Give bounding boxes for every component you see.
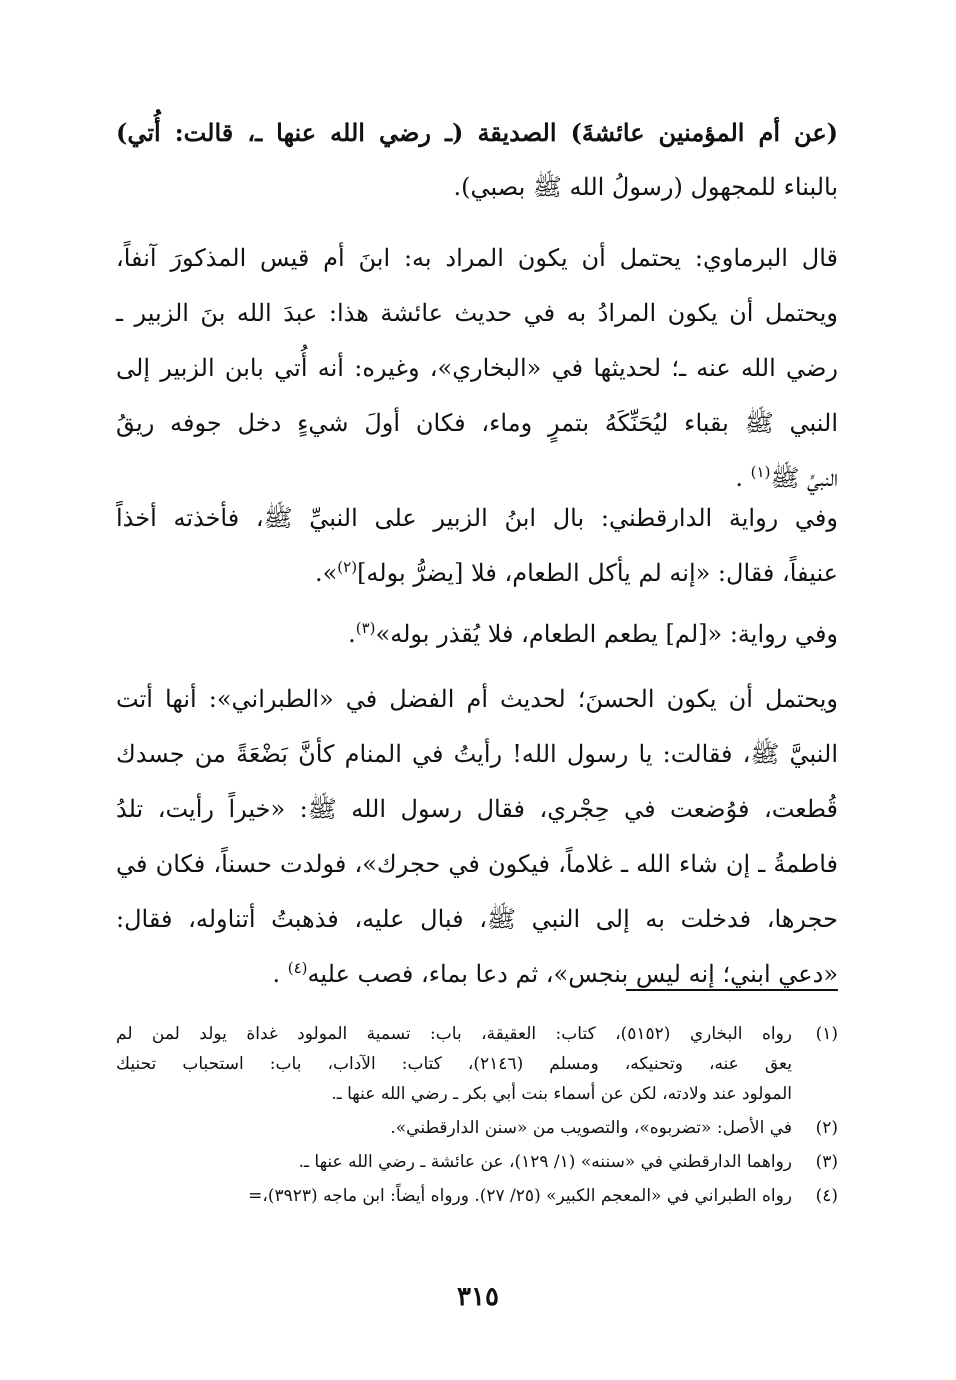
paragraph-1 — [116, 105, 838, 215]
footnote-line: المولود عند ولادته، لكن عن أسماء بنت أبي بكر ـ رضي الله عنها ـ. — [331, 1084, 792, 1104]
footnote-divider — [626, 989, 838, 991]
footnote-line: رواه البخاري (٥١٥٢)، كتاب: العقيقة، باب: تسمية المولود غداة يولد لمن لم — [116, 1024, 792, 1044]
text-line: النبيَّ ﷺ، فقالت: يا رسول الله! رأيتُ في المنام كأنَّ بَضْعَةً من جسدك — [116, 740, 838, 768]
footnote-line: رواه الطبراني في «المعجم الكبير» (٢٥/ ٢٧). ورواه أيضاً: ابن ماجه (٣٩٢٣)،= — [248, 1186, 792, 1206]
footnote-ref: (١) — [750, 463, 771, 481]
footnote-number: (٣) — [815, 1152, 838, 1172]
footnote-ref: (٢) — [337, 558, 358, 576]
footnote-1 — [116, 1019, 838, 1109]
text-segment: . — [735, 464, 744, 492]
footnote-line: رواهما الدارقطني في «سننه» (١/ ١٢٩)، عن عائشة ـ رضي الله عنها ـ. — [298, 1152, 792, 1172]
paragraph-4 — [116, 607, 838, 662]
text-line: فاطمةُ ـ إن شاء الله ـ غلاماً، فيكون في حجرك»، فولدت حسناً، فكان في — [116, 850, 838, 878]
page-number: ٣١٥ — [457, 1282, 499, 1312]
footnote-ref: (٣) — [355, 619, 376, 637]
text-line: قال البرماوي: يحتمل أن يكون المراد به: ابنَ أم قيس المذكورَ آنفاً، — [116, 244, 838, 272]
text-line: ويحتمل أن يكون المرادُ به في حديث عائشة هذا: عبدَ الله بنَ الزبير ـ — [116, 299, 838, 327]
paragraph-3 — [116, 491, 838, 601]
text-line-with-ref — [116, 947, 838, 1002]
text-segment: «دعي ابني؛ إنه ليس بنجس»، ثم دعا بماء، فصب عليه — [307, 960, 838, 988]
footnote-line: في الأصل: «تضربوه»، والتصويب من «سنن الدارقطني». — [390, 1118, 792, 1138]
footnote-ref: (٤) — [287, 959, 308, 977]
text-line: حجرها، فدخلت به إلى النبي ﷺ، فبال عليه، فذهبتُ أتناوله، فقال: — [116, 905, 839, 933]
footnote-4 — [116, 1181, 838, 1211]
footnote-number: (٤) — [815, 1186, 838, 1206]
footnote-line: يعق عنه، وتحنيكه، ومسلم (٢١٤٦)، كتاب: الآداب، باب: استحباب تحنيك — [116, 1054, 792, 1074]
text-line: النبي ﷺ بقباء ليُحَنِّكَهُ بتمرٍ وماء، فكان أولَ شيءٍ دخل جوفه ريقُ — [116, 409, 838, 437]
text-line: (عن أم المؤمنين عائشةَ) الصديقة (ـ رضي الله عنها ـ، قالت: أُتي) — [116, 118, 838, 147]
text-line: رضي الله عنه ـ؛ لحديثها في «البخاري»، وغيره: أنه أُتي بابن الزبير إلى — [116, 354, 838, 382]
text-segment: وفي رواية: «[لم] يطعم الطعام، فلا يُقذر بوله» — [375, 620, 838, 648]
text-segment: النبيِّ ﷺ — [770, 464, 838, 492]
text-segment: . — [348, 620, 356, 648]
text-line: بالبناء للمجهول (رسولُ الله ﷺ بصبي). — [453, 173, 838, 201]
footnote-number: (٢) — [815, 1118, 838, 1138]
paragraph-5 — [116, 672, 838, 1002]
text-line: قُطعت، فوُضعت في حِجْري، فقال رسول الله ﷺ: «خيراً رأيت، تلدُ — [116, 795, 838, 823]
paragraph-2 — [116, 231, 838, 506]
footnote-2 — [116, 1113, 838, 1143]
text-segment: . — [272, 960, 281, 988]
text-line: وفي رواية الدارقطني: بال ابنُ الزبير على النبيِّ ﷺ، فأخذته أخذاً — [116, 504, 838, 532]
footnote-3 — [116, 1147, 838, 1177]
text-segment: ». — [314, 559, 338, 587]
text-line-with-ref — [116, 607, 838, 662]
footnotes — [116, 1019, 838, 1211]
text-line: ويحتمل أن يكون الحسنَ؛ لحديث أم الفضل في «الطبراني»: أنها أتت — [116, 685, 838, 713]
text-line-with-ref — [116, 546, 838, 601]
text-segment: عنيفاً، فقال: «إنه لم يأكل الطعام، فلا [يضرُّ بوله] — [357, 559, 838, 587]
footnote-number: (١) — [815, 1024, 838, 1044]
